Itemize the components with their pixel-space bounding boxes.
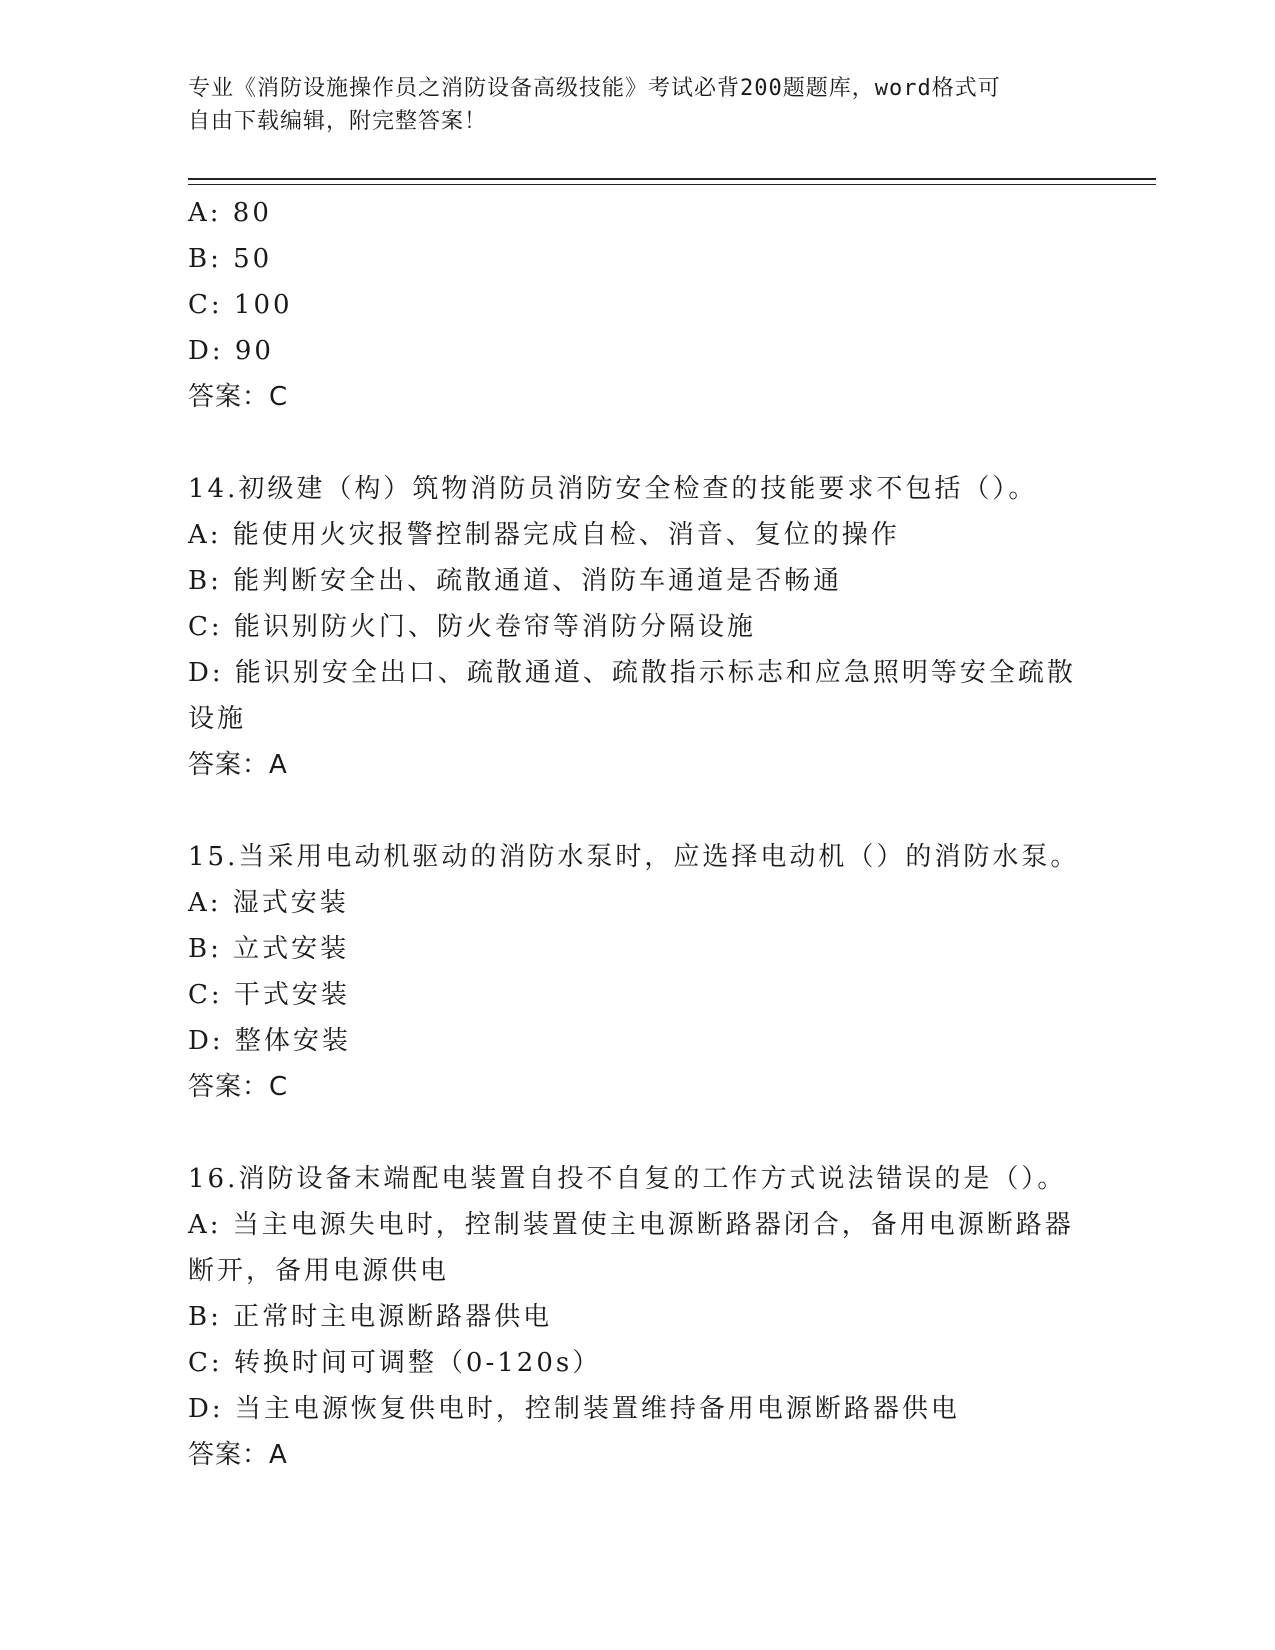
- option-c: C: 干式安装: [188, 980, 350, 1010]
- header-line-2: 自由下载编辑，附完整答案！: [188, 109, 488, 134]
- option-a: A: 当主电源失电时，控制装置使主电源断路器闭合，备用电源断路器断开，备用电源供电: [188, 1210, 1074, 1286]
- option-a: A: 80: [188, 198, 272, 228]
- option-b: B: 正常时主电源断路器供电: [188, 1302, 553, 1332]
- option-d: D: 当主电源恢复供电时，控制装置维持备用电源断路器供电: [188, 1394, 960, 1424]
- option-d: D: 能识别安全出口、疏散通道、疏散指示标志和应急照明等安全疏散设施: [188, 658, 1076, 734]
- header-rule-thick: [188, 178, 1156, 180]
- answer: 答案：C: [188, 382, 289, 412]
- option-a: A: 湿式安装: [188, 888, 349, 918]
- answer: 答案：A: [188, 1440, 288, 1470]
- question-15: [188, 834, 1088, 1110]
- answer: 答案：A: [188, 750, 288, 780]
- option-b: B: 50: [188, 244, 273, 274]
- question-14: [188, 466, 1088, 788]
- option-d: D: 90: [188, 336, 274, 366]
- header-line-1: 专业《消防设施操作员之消防设备高级技能》考试必背200题题库，word格式可: [188, 76, 1001, 101]
- option-c: C: 转换时间可调整（0-120s）: [188, 1348, 602, 1378]
- header-rule-thin: [188, 184, 1156, 185]
- option-b: B: 立式安装: [188, 934, 350, 964]
- option-d: D: 整体安装: [188, 1026, 351, 1056]
- option-b: B: 能判断安全出、疏散通道、消防车通道是否畅通: [188, 566, 843, 596]
- option-c: C: 100: [188, 290, 293, 320]
- question-list: [188, 190, 1088, 1478]
- option-a: A: 能使用火灾报警控制器完成自检、消音、复位的操作: [188, 520, 900, 550]
- question-13-continued: [188, 190, 1088, 420]
- option-c: C: 能识别防火门、防火卷帘等消防分隔设施: [188, 612, 756, 642]
- answer: 答案：C: [188, 1072, 289, 1102]
- question-stem: 15.当采用电动机驱动的消防水泵时，应选择电动机（）的消防水泵。: [188, 842, 1080, 872]
- question-stem: 14.初级建（构）筑物消防员消防安全检查的技能要求不包括（）。: [188, 474, 1038, 504]
- question-16: [188, 1156, 1088, 1478]
- question-stem: 16.消防设备末端配电装置自投不自复的工作方式说法错误的是（）。: [188, 1164, 1067, 1194]
- document-header: [188, 72, 1068, 138]
